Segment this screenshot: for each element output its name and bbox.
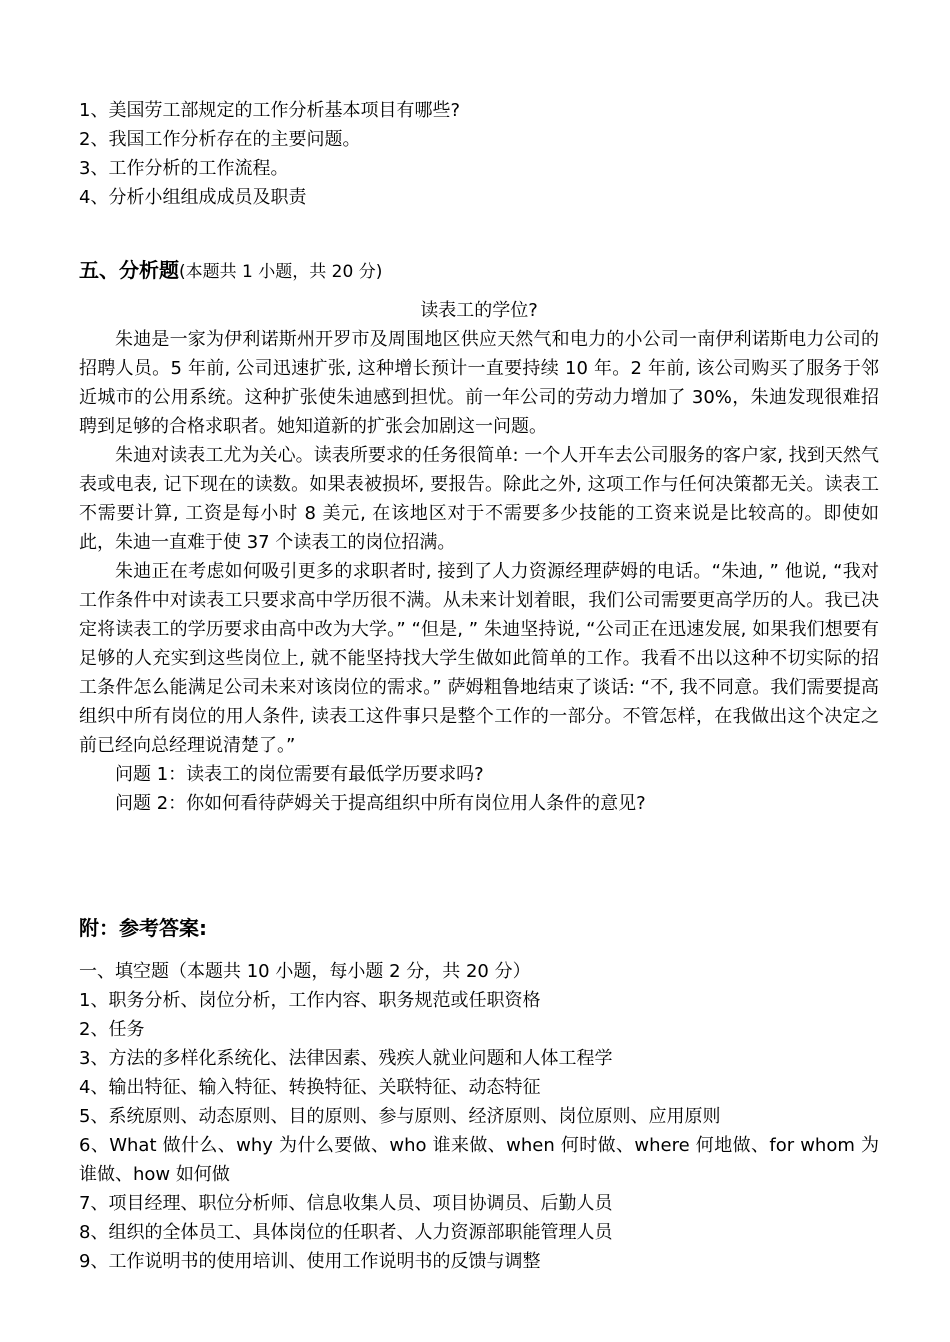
list-item: 1、美国劳工部规定的工作分析基本项目有哪些? xyxy=(79,100,461,121)
answer-item: 8、组织的全体员工、具体岗位的任职者、人力资源部职能管理人员 xyxy=(79,1222,613,1243)
list-item: 2、我国工作分析存在的主要问题。 xyxy=(79,129,361,150)
case-body xyxy=(79,325,879,818)
section-title: 五、分析题 xyxy=(79,258,179,282)
section-heading xyxy=(79,254,879,286)
case-question: 问题 1：读表工的岗位需要有最低学历要求吗? xyxy=(115,764,484,785)
answer-list xyxy=(79,957,879,1276)
list-item: 3、工作分析的工作流程。 xyxy=(79,158,289,179)
answer-item: 7、项目经理、职位分析师、信息收集人员、项目协调员、后勤人员 xyxy=(79,1193,613,1214)
answer-item: 5、系统原则、动态原则、目的原则、参与原则、经济原则、岗位原则、应用原则 xyxy=(79,1106,721,1127)
answer-item: 3、方法的多样化系统化、法律因素、残疾人就业问题和人体工程学 xyxy=(79,1048,613,1069)
short-answer-list xyxy=(79,96,879,212)
appendix-title: 附：参考答案: xyxy=(79,916,207,940)
case-paragraph: 朱迪正在考虑如何吸引更多的求职者时, 接到了人力资源经理萨姆的电话。“朱迪, ” 他说, “我对工作条件中对读表工只要求高中学历很不满。从未来计划着眼，我们公司需要更高学历的人。我已决定将读表工的学历要求由高中改为大学。” “但是, ” 朱迪坚持说, “公司正在迅速发展, 如果我们想要有足够的人充实到这些岗位上, 就不能坚持找大学生做如此简单的工作。我看不出以这种不切实际的招工条件怎么能满足公司未来对该岗位的需求。” 萨姆粗鲁地结束了谈话: “不, 我不同意。我们需要提高组织中所有岗位的用人条件, 读表工这件事只是整个工作的一部分。不管怎样，在我做出这个决定之前已经向总经理说清楚了。” xyxy=(79,561,879,756)
case-title: 读表工的学位? xyxy=(420,300,538,321)
answer-section-header: 一、填空题（本题共 10 小题，每小题 2 分，共 20 分） xyxy=(79,961,531,982)
answer-item: 2、任务 xyxy=(79,1019,145,1040)
answer-item: 1、职务分析、岗位分析，工作内容、职务规范或任职资格 xyxy=(79,990,541,1011)
answer-item: 9、工作说明书的使用培训、使用工作说明书的反馈与调整 xyxy=(79,1251,541,1272)
answer-item: 4、输出特征、输入特征、转换特征、关联特征、动态特征 xyxy=(79,1077,541,1098)
answer-item: 6、What 做什么、why 为什么要做、who 谁来做、when 何时做、where 何地做、for whom 为谁做、how 如何做 xyxy=(79,1135,879,1185)
case-paragraph: 朱迪对读表工尤为关心。读表所要求的任务很简单: 一个人开车去公司服务的客户家, 找到天然气表或电表, 记下现在的读数。如果表被损坏, 要报告。除此之外, 这项工作与任何决策都无关。读表工不需要计算, 工资是每小时 8 美元, 在该地区对于不需要多少技能的工资来说是比较高的。即使如此，朱迪一直难于使 37 个读表工的岗位招满。 xyxy=(79,445,879,553)
list-item: 4、分析小组组成成员及职责 xyxy=(79,187,307,208)
case-question: 问题 2：你如何看待萨姆关于提高组织中所有岗位用人条件的意见? xyxy=(115,793,646,814)
section-note: (本题共 1 小题，共 20 分) xyxy=(179,262,383,282)
case-paragraph: 朱迪是一家为伊利诺斯州开罗市及周围地区供应天然气和电力的小公司一南伊利诺斯电力公司的招聘人员。5 年前, 公司迅速扩张, 这种增长预计一直要持续 10 年。2 年前, 该公司购买了服务于邻近城市的公用系统。这种扩张使朱迪感到担忧。前一年公司的劳动力增加了 30%，朱迪发现很难招聘到足够的合格求职者。她知道新的扩张会加剧这一问题。 xyxy=(79,329,879,437)
